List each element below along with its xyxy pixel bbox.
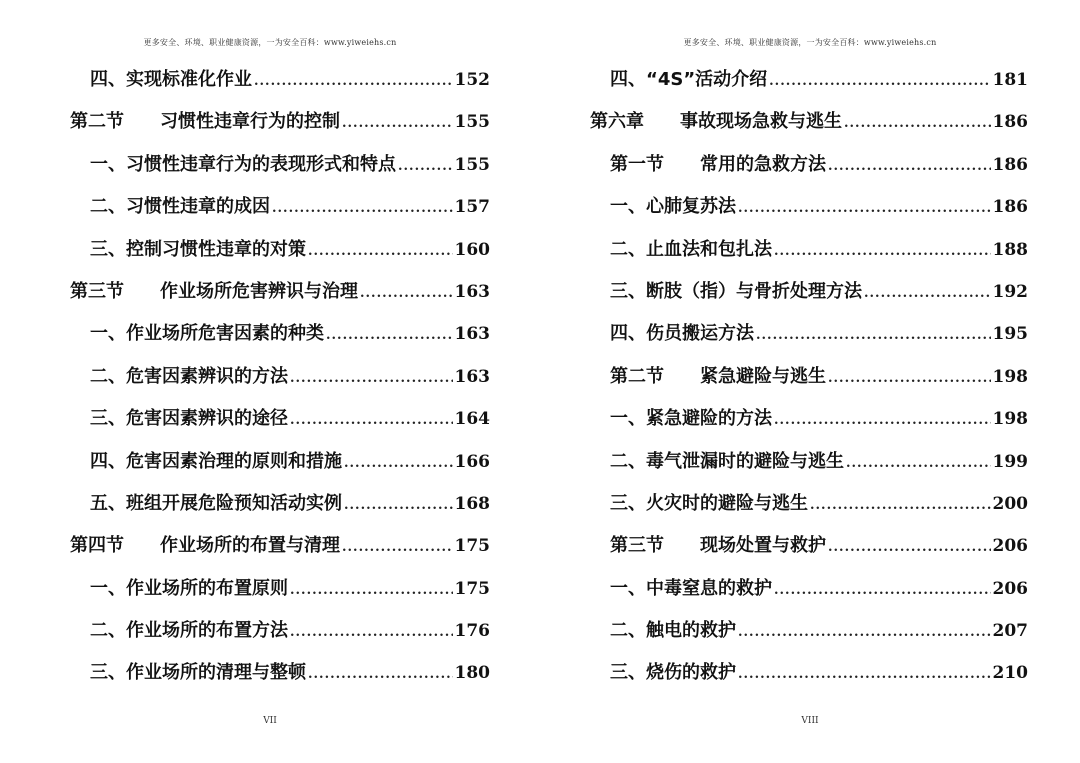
toc-entry-title-group xyxy=(70,398,288,440)
dot-leader xyxy=(342,103,453,145)
dot-leader xyxy=(344,443,453,485)
toc-subsection-entry xyxy=(70,356,490,398)
toc-subsection-entry xyxy=(70,186,490,228)
toc-entry-title-group xyxy=(590,441,844,483)
toc-entry-title-group xyxy=(70,229,306,271)
toc-entry-title-group xyxy=(70,525,340,567)
toc-section-entry xyxy=(70,525,490,567)
dot-leader xyxy=(756,315,991,357)
dot-leader xyxy=(290,358,453,400)
dot-leader xyxy=(308,654,453,696)
toc-subsection-entry xyxy=(590,313,1028,355)
running-header: 更多安全、环境、职业健康资源，一为安全百科：www.yiweiehs.cn xyxy=(143,38,397,47)
toc-page-number: 186 xyxy=(992,112,1028,133)
dot-leader xyxy=(864,273,991,315)
toc-subsection-entry xyxy=(70,144,490,186)
toc-entry-title: 二、习惯性违章的成因 xyxy=(90,196,270,218)
toc-page-number: 155 xyxy=(454,154,490,175)
toc-entry-title: 一、心肺复苏法 xyxy=(610,196,736,218)
toc-entry-title-group xyxy=(70,313,324,355)
toc-entry-title-group xyxy=(590,652,736,694)
toc-entry-title-group xyxy=(70,59,252,101)
dot-leader xyxy=(398,146,453,188)
toc-entry-title-group xyxy=(70,483,342,525)
toc-page-number: 181 xyxy=(992,70,1028,90)
dot-leader xyxy=(290,612,453,654)
toc-section-entry xyxy=(590,356,1028,398)
dot-leader xyxy=(844,103,991,145)
toc-page-number: 198 xyxy=(992,409,1028,430)
toc-list xyxy=(70,59,490,695)
toc-entry-title-group xyxy=(590,186,736,228)
toc-page-number: 206 xyxy=(992,536,1028,557)
dot-leader xyxy=(254,61,453,103)
toc-page-number: 175 xyxy=(454,536,490,557)
toc-entry-title: 四、“4S”活动介绍 xyxy=(610,69,768,90)
dot-leader xyxy=(360,273,453,315)
dot-leader xyxy=(828,358,991,400)
toc-section-label: 第一节 xyxy=(610,153,664,175)
dot-leader xyxy=(828,527,991,569)
toc-page-number: 180 xyxy=(454,663,490,684)
dot-leader xyxy=(738,188,991,230)
toc-page-number: 157 xyxy=(454,197,490,218)
toc-entry-title: 五、班组开展危险预知活动实例 xyxy=(90,492,342,514)
toc-subsection-entry xyxy=(590,610,1028,652)
toc-page-number: 186 xyxy=(992,154,1028,175)
toc-entry-title: 三、断肢（指）与骨折处理方法 xyxy=(610,280,862,302)
toc-page-number: 206 xyxy=(992,578,1028,599)
toc-section-entry xyxy=(70,271,490,313)
toc-subsection-entry xyxy=(590,229,1028,271)
toc-entry-title-group xyxy=(70,271,358,313)
toc-page-number: 176 xyxy=(454,621,490,642)
toc-subsection-entry xyxy=(590,483,1028,525)
running-header: 更多安全、环境、职业健康资源，一为安全百科：www.yiweiehs.cn xyxy=(683,38,937,47)
page-folio: VIII xyxy=(801,716,819,726)
toc-section-label: 第六章 xyxy=(590,111,644,133)
toc-subsection-entry xyxy=(70,441,490,483)
toc-entry-title: 作业场所的布置与清理 xyxy=(160,535,340,557)
toc-entry-title-group xyxy=(70,144,396,186)
toc-entry-title: 二、作业场所的布置方法 xyxy=(90,620,288,642)
dot-leader xyxy=(308,231,453,273)
dot-leader xyxy=(326,315,453,357)
toc-entry-title: 一、作业场所危害因素的种类 xyxy=(90,323,324,345)
toc-section-entry xyxy=(590,101,1028,143)
toc-entry-title: 现场处置与救护 xyxy=(700,535,826,557)
toc-subsection-entry xyxy=(70,610,490,652)
toc-page-number: 163 xyxy=(454,281,490,302)
toc-entry-title-group xyxy=(70,568,288,610)
toc-entry-title-group xyxy=(70,101,340,143)
toc-subsection-entry xyxy=(70,229,490,271)
dot-leader xyxy=(272,188,453,230)
toc-entry-title-group xyxy=(590,313,754,355)
toc-subsection-entry xyxy=(70,483,490,525)
toc-page-number: 163 xyxy=(454,324,490,345)
toc-entry-title-group xyxy=(590,610,736,652)
toc-entry-title: 二、触电的救护 xyxy=(610,620,736,642)
toc-section-label: 第三节 xyxy=(610,535,664,557)
toc-page-number: 210 xyxy=(992,663,1028,684)
toc-entry-title: 习惯性违章行为的控制 xyxy=(160,111,340,133)
dot-leader xyxy=(342,527,453,569)
toc-entry-title: 事故现场急救与逃生 xyxy=(680,111,842,133)
dot-leader xyxy=(290,400,453,442)
toc-section-entry xyxy=(590,525,1028,567)
dot-leader xyxy=(828,146,991,188)
toc-subsection-entry xyxy=(590,441,1028,483)
toc-entry-title-group xyxy=(70,356,288,398)
toc-page-number: 198 xyxy=(992,366,1028,387)
toc-entry-title-group xyxy=(590,483,808,525)
toc-entry-title: 三、火灾时的避险与逃生 xyxy=(610,492,808,514)
dot-leader xyxy=(738,654,991,696)
toc-entry-title: 四、危害因素治理的原则和措施 xyxy=(90,450,342,472)
dot-leader xyxy=(738,612,991,654)
toc-page-number: 160 xyxy=(454,239,490,260)
toc-entry-title-group xyxy=(590,568,772,610)
toc-page-number: 207 xyxy=(992,621,1028,642)
toc-subsection-entry xyxy=(70,398,490,440)
toc-entry-title: 作业场所危害辨识与治理 xyxy=(160,280,358,302)
toc-page-number: 200 xyxy=(992,493,1028,514)
toc-subsection-entry xyxy=(590,186,1028,228)
toc-entry-title: 三、作业场所的清理与整顿 xyxy=(90,662,306,684)
toc-subsection-entry xyxy=(590,398,1028,440)
dot-leader xyxy=(774,231,991,273)
toc-entry-title: 一、中毒窒息的救护 xyxy=(610,577,772,599)
toc-subsection-entry xyxy=(70,59,490,101)
toc-section-label: 第二节 xyxy=(70,111,124,133)
toc-page-number: 192 xyxy=(992,281,1028,302)
dot-leader xyxy=(344,485,453,527)
toc-section-label: 第二节 xyxy=(610,365,664,387)
toc-page-number: 175 xyxy=(454,578,490,599)
toc-entry-title-group xyxy=(590,525,826,567)
toc-entry-title: 三、控制习惯性违章的对策 xyxy=(90,238,306,260)
toc-entry-title: 二、止血法和包扎法 xyxy=(610,238,772,260)
toc-entry-title: 常用的急救方法 xyxy=(700,153,826,175)
toc-page-number: 166 xyxy=(454,451,490,472)
toc-entry-title: 二、危害因素辨识的方法 xyxy=(90,365,288,387)
toc-entry-title-group xyxy=(70,652,306,694)
toc-page-number: 188 xyxy=(992,239,1028,260)
toc-section-entry xyxy=(70,101,490,143)
toc-entry-title-group xyxy=(590,356,826,398)
toc-entry-title-group xyxy=(70,186,270,228)
toc-page-number: 199 xyxy=(992,451,1028,472)
toc-page-number: 186 xyxy=(992,197,1028,218)
toc-page-number: 155 xyxy=(454,112,490,133)
dot-leader xyxy=(846,443,991,485)
toc-entry-title-group xyxy=(590,229,772,271)
toc-entry-title-group xyxy=(590,59,767,101)
dot-leader xyxy=(810,485,991,527)
toc-subsection-entry xyxy=(590,59,1028,101)
toc-entry-title: 三、烧伤的救护 xyxy=(610,662,736,684)
dot-leader xyxy=(774,400,991,442)
toc-page-number: 152 xyxy=(454,70,490,90)
toc-section-label: 第四节 xyxy=(70,535,124,557)
toc-subsection-entry xyxy=(70,652,490,694)
toc-entry-title: 紧急避险与逃生 xyxy=(700,365,826,387)
toc-subsection-entry xyxy=(590,652,1028,694)
dot-leader xyxy=(774,570,991,612)
toc-subsection-entry xyxy=(590,271,1028,313)
toc-entry-title-group xyxy=(590,144,826,186)
toc-entry-title: 四、伤员搬运方法 xyxy=(610,323,754,345)
dot-leader xyxy=(290,570,453,612)
toc-entry-title-group xyxy=(590,271,862,313)
toc-page-number: 163 xyxy=(454,366,490,387)
page-folio: VII xyxy=(263,716,277,726)
toc-entry-title: 四、实现标准化作业 xyxy=(90,69,252,90)
toc-list xyxy=(590,59,1028,695)
toc-entry-title: 二、毒气泄漏时的避险与逃生 xyxy=(610,450,844,472)
toc-entry-title-group xyxy=(590,398,772,440)
dot-leader xyxy=(769,61,990,103)
toc-section-entry xyxy=(590,144,1028,186)
toc-entry-title: 三、危害因素辨识的途径 xyxy=(90,408,288,430)
toc-entry-title-group xyxy=(70,610,288,652)
toc-subsection-entry xyxy=(590,568,1028,610)
toc-entry-title: 一、紧急避险的方法 xyxy=(610,408,772,430)
toc-entry-title-group xyxy=(590,101,842,143)
toc-page-number: 164 xyxy=(454,409,490,430)
toc-subsection-entry xyxy=(70,313,490,355)
toc-page-number: 195 xyxy=(992,324,1028,345)
toc-subsection-entry xyxy=(70,568,490,610)
toc-entry-title: 一、习惯性违章行为的表现形式和特点 xyxy=(90,153,396,175)
toc-section-label: 第三节 xyxy=(70,280,124,302)
toc-page-number: 168 xyxy=(454,493,490,514)
toc-entry-title: 一、作业场所的布置原则 xyxy=(90,577,288,599)
toc-entry-title-group xyxy=(70,441,342,483)
right-page xyxy=(540,0,1080,763)
